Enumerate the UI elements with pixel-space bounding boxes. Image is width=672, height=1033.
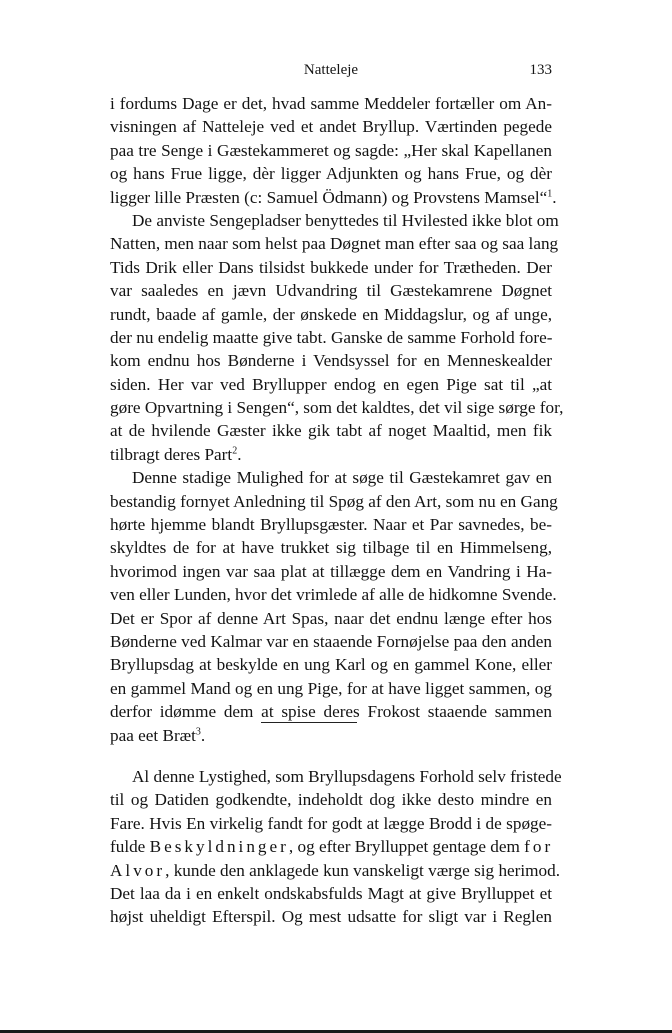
text-line: visningen af Natteleje ved et andet Bryllup. Værtinden pegede xyxy=(110,117,552,137)
text-line xyxy=(110,859,561,882)
text-line: Fare. Hvis En virkelig fandt for godt at lægge Brodd i de spøge- xyxy=(110,813,552,833)
text-line: hørte hjemme blandt Bryllupsgæster. Naar et Par savnedes, be- xyxy=(110,515,552,535)
text-line: De anviste Sengepladser benyttedes til Hvilested ikke blot om xyxy=(132,210,559,230)
text-line: i fordums Dage er det, hvad samme Meddeler fortæller om An- xyxy=(110,94,552,113)
text-line: der nu endelig maatte give tabt. Ganske de samme Forhold fore- xyxy=(110,327,553,347)
text-line: Natten, men naar som helst paa Døgnet man efter saa og saa lang xyxy=(110,234,559,254)
text-line: Det laa da i en enkelt ondskabsfulds Magt at give Brylluppet et xyxy=(110,883,552,903)
text-line: at de hvilende Gæster ikke gik tabt af noget Maaltid, men fik xyxy=(110,421,552,441)
text-segment: , kunde den anklagede kun vanskeligt værge sig herimod. xyxy=(165,860,561,880)
footnote-mark: 3 xyxy=(195,725,201,737)
text-segment: fulde xyxy=(110,837,146,857)
text-line: skyldtes de for at have trukket sig tilbage til en Himmelseng, xyxy=(110,538,552,558)
text-line: Tids Drik eller Dans tilsidst bukkede under for Trætheden. Der xyxy=(110,257,552,277)
text-line: til og Datiden godkendte, indeholdt dog ikke desto mindre en xyxy=(110,790,552,810)
spaced-emphasis: for xyxy=(524,837,554,857)
text-line xyxy=(110,724,552,747)
text-line-content: ligger lille Præsten (c: Samuel Ödmann) og Provstens Mamsel“ xyxy=(110,187,548,207)
text-line: rundt, baade af gamle, der ønskede en Middagslur, og af unge, xyxy=(110,304,552,324)
page-number: 133 xyxy=(529,62,552,78)
text-line: Det er Spor af denne Art Spas, naar det endnu længe efter hos xyxy=(110,608,552,628)
text-line: og hans Frue ligge, dèr ligger Adjunkten og hans Frue, og dèr xyxy=(110,164,552,184)
text-line: derfor idømme dem at spise deres Frokost staaende sammen xyxy=(110,702,552,722)
text-line-content: tilbragt deres Part xyxy=(110,444,233,464)
running-head xyxy=(110,62,552,84)
footnote-mark: 2 xyxy=(232,445,238,457)
text-line xyxy=(110,186,557,209)
text-line: hvorimod ingen var saa plat at tillægge dem en Vandring i Ha- xyxy=(110,561,552,581)
body-text-section-2 xyxy=(110,765,562,929)
text-line-end: . xyxy=(552,187,557,207)
text-line: en gammel Mand og en ung Pige, for at have ligget sammen, og xyxy=(110,678,552,698)
text-line: kom endnu hos Bønderne i Vendsyssel for en Menneskealder xyxy=(110,351,552,371)
footnote-mark: 1 xyxy=(547,187,553,199)
text-line: højst uheldigt Efterspil. Og mest udsatte for sligt var i Reglen xyxy=(110,907,552,927)
text-line: siden. Her var ved Bryllupper endog en egen Pige sat til „at xyxy=(110,374,552,394)
text-line: Bønderne ved Kalmar var en staaende Fornøjelse paa den anden xyxy=(110,631,552,651)
spaced-emphasis: Beskyldninger xyxy=(149,837,289,857)
section-divider xyxy=(261,722,357,723)
running-title: Natteleje xyxy=(303,62,359,78)
text-line xyxy=(110,443,552,466)
text-line: Al denne Lystighed, som Bryllupsdagens Forhold selv fristede xyxy=(132,767,562,786)
text-line: paa tre Senge i Gæstekammeret og sagde: „Her skal Kapellanen xyxy=(110,140,552,160)
text-line: ven eller Lunden, hvor det vrimlede af alle de hidkomne Svende. xyxy=(110,585,557,605)
spaced-emphasis: Alvor xyxy=(110,860,166,880)
text-line: Bryllupsdag at beskylde en ung Karl og en gammel Kone, eller xyxy=(110,655,552,675)
text-line: bestandig fornyet Anledning til Spøg af den Art, som nu en Gang xyxy=(110,491,558,511)
text-segment: , og efter Brylluppet gentage dem xyxy=(288,837,520,857)
text-line-content: paa eet Bræt xyxy=(110,725,196,745)
text-line-end: . xyxy=(237,444,242,464)
text-line: Denne stadige Mulighed for at søge til Gæstekamret gav en xyxy=(132,468,552,488)
body-text-section-1 xyxy=(110,92,564,747)
text-line-end: . xyxy=(200,725,206,745)
text-line xyxy=(110,835,552,858)
text-line: gøre Opvartning i Sengen“, som det kaldtes, det vil sige sørge for, xyxy=(110,398,564,418)
text-line: var saaledes en jævn Udvandring til Gæstekamrene Døgnet xyxy=(110,281,552,301)
